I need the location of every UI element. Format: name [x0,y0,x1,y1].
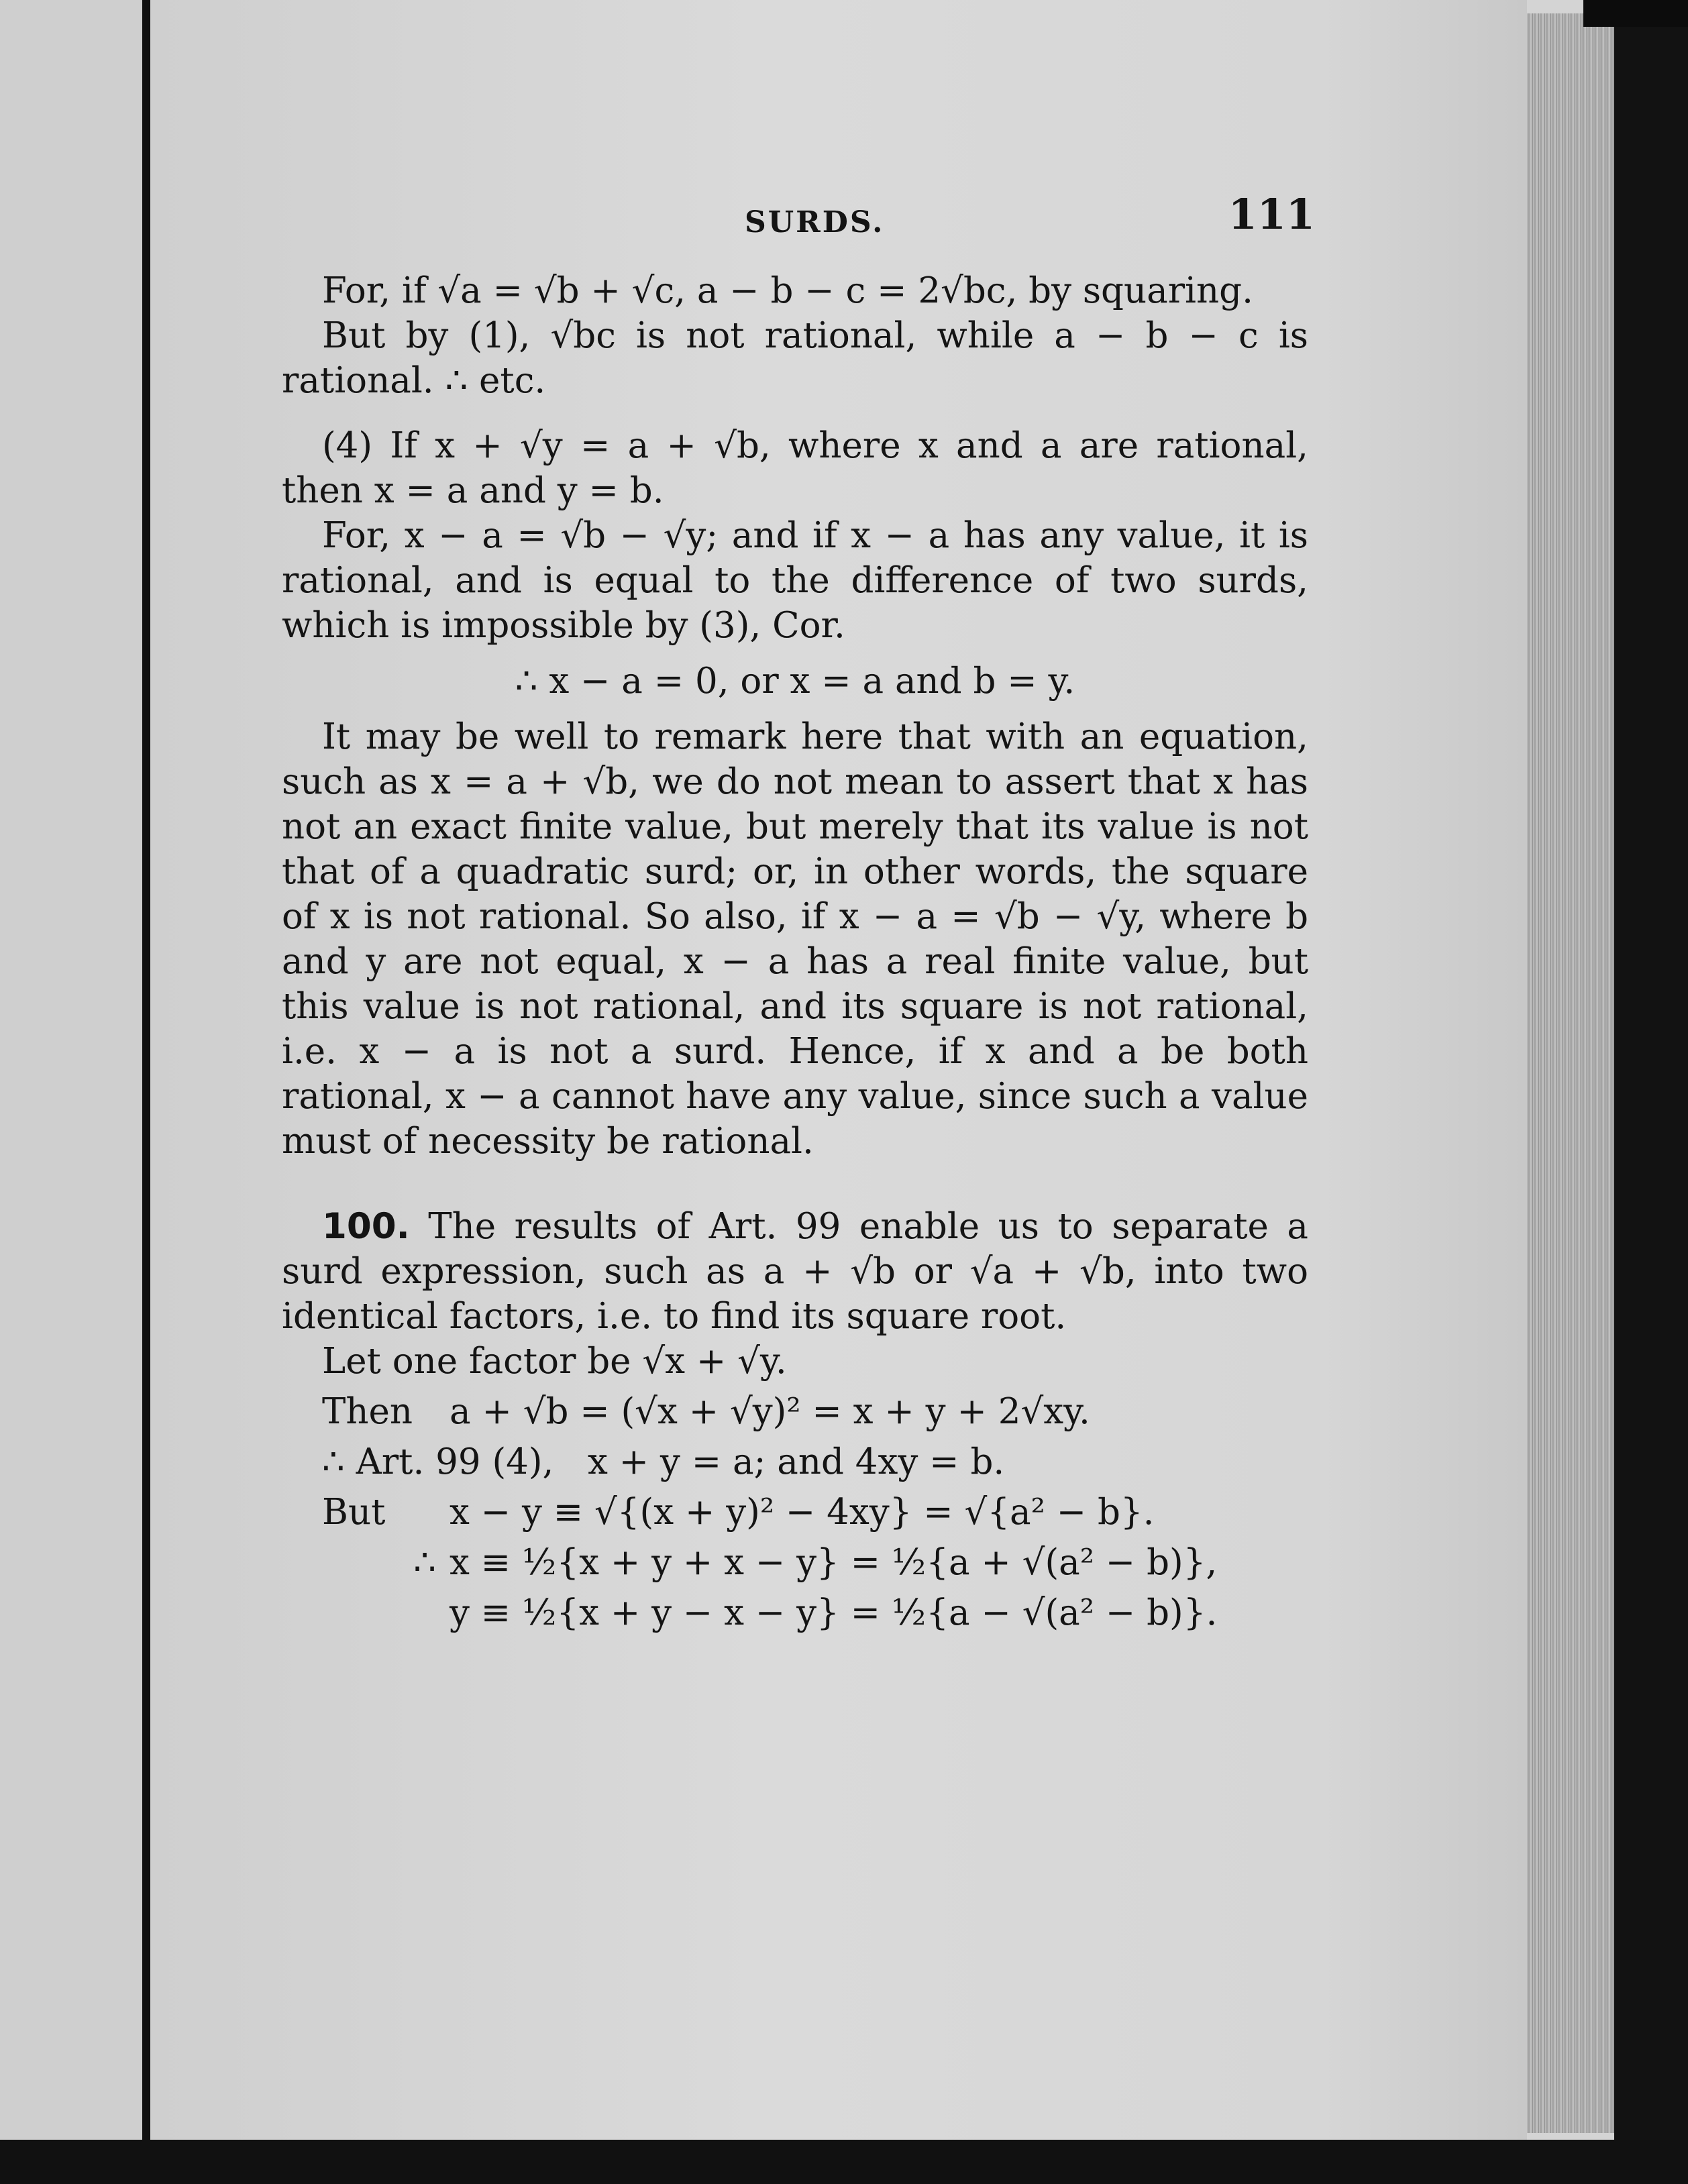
article-number: 100. [322,1206,410,1247]
derivation-block [282,1389,1308,1635]
gutter-shadow [142,0,150,2184]
running-head [282,188,1315,248]
equation-art-body: x + y = a; and 4xy = b. [587,1441,1005,1482]
bottom-dark-border [0,2140,1688,2184]
paragraph-let-one-factor: Let one factor be √x + √y. [322,1341,787,1382]
equation-conclusion: ∴ x − a = 0, or x = a and b = y. [515,661,1075,702]
equation-then-lead: Then [322,1391,413,1432]
paragraph-remark: It may be well to remark here that with an equation, such as x = a + √b, we do not mean to assert that x has not an exact finite value, but merely that its value is not that of a quadratic surd; or, in other words, the square of x is not rational. So also, if x − a = √b − √y, where b and y are not equal, x − a has a real finite value, but this value is not rational, and its square is not rational, i.e. x − a is not a surd. Hence, if x and a be both rational, x − a cannot have any value, since such a value must of necessity be rational. [282,716,1308,1162]
paragraph-theorem-4: (4) If x + √y = a + √b, where x and a are rational, then x = a and y = b. [282,425,1308,511]
paragraph-proof-4: For, x − a = √b − √y; and if x − a has any value, it is rational, and is equal to the difference of two surds, which is impossible by (3), Cor. [282,515,1308,646]
top-dark-corner [1583,0,1688,27]
right-dark-border [1614,0,1688,2184]
equation-then-body: a + √b = (√x + √y)² = x + y + 2√xy. [450,1391,1090,1432]
equation-but [322,1490,1308,1535]
equation-x-body: x ≡ ½{x + y + x − y} = ½{a + √(a² − b)}, [450,1542,1218,1583]
page-text [282,188,1315,1641]
book-gutter [0,0,154,2184]
equation-art-lead: ∴ Art. 99 (4), [322,1441,554,1482]
paragraph-but-by-1: But by (1), √bc is not rational, while a − b − c is rational. ∴ etc. [282,315,1308,401]
equation-then [322,1389,1308,1434]
equation-y-body: y ≡ ½{x + y − x − y} = ½{a − √(a² − b)}. [450,1592,1218,1633]
paragraph-proof-3: For, if √a = √b + √c, a − b − c = 2√bc, by squaring. [322,270,1253,311]
running-head-title: SURDS. [745,205,885,239]
equation-y [322,1590,1308,1635]
page-stack-edge [1527,13,1614,2133]
equation-but-body: x − y ≡ √{(x + y)² − 4xy} = √{a² − b}. [450,1492,1155,1533]
page-number: 111 [1228,190,1315,239]
article-100-text: The results of Art. 99 enable us to separate a surd expression, such as a + √b or √a + √b, into two identical factors, i.e. to find its square root. [282,1206,1308,1337]
equation-x [322,1540,1308,1585]
equation-art-99 [322,1439,1308,1484]
equation-but-lead: But [322,1492,386,1533]
paragraph-article-100 [282,1204,1308,1339]
equation-x-lead: ∴ [413,1542,436,1583]
